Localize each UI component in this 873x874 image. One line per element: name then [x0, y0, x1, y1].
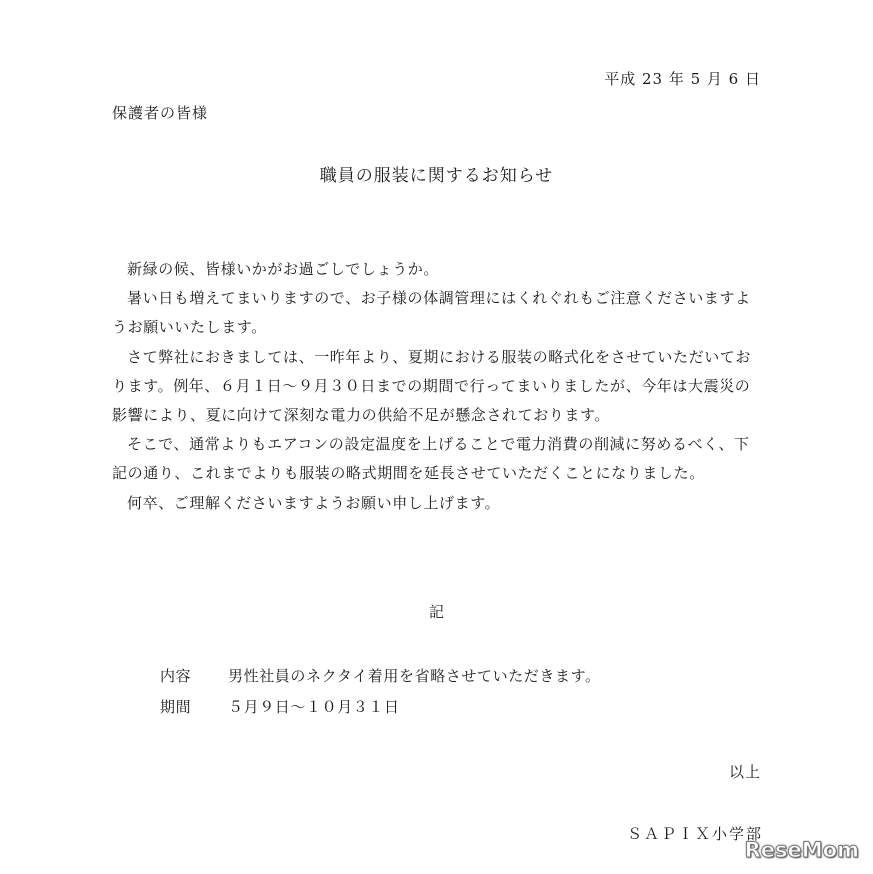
document-title: 職員の服装に関するお知らせ: [319, 166, 554, 186]
closing-mark: 以上: [728, 763, 761, 781]
body-paragraph: さて弊社におきましては、一昨年より、夏期における服装の略式化をさせていただいております。例年、６月１日～９月３０日までの期間で行ってまいりましたが、今年は大震災の影響により、夏に向けて深刻な電力の供給不足が懸念されております。: [112, 347, 752, 425]
body-paragraph: 暑い日も増えてまいりますので、お子様の体調管理にはくれぐれもご注意くださいますようお願いいたします。: [112, 289, 751, 337]
ki-heading: 記: [428, 603, 444, 621]
body-text: [112, 255, 764, 518]
body-paragraph: 何卒、ご理解くださいますようお願い申し上げます。: [127, 493, 501, 512]
signature: ＳＡＰＩＸ小学部: [626, 825, 763, 843]
detail-row-content: [160, 665, 601, 686]
watermark-logo: ReseMom: [744, 838, 859, 862]
document-date: 平成 23 年 5 月 6 日: [604, 70, 761, 88]
recipient-line: 保護者の皆様: [112, 104, 209, 122]
detail-label: 内容: [160, 667, 192, 685]
detail-value: 男性社員のネクタイ着用を省略させていただきます。: [228, 667, 601, 685]
detail-value: ５月９日～１０月３１日: [228, 698, 400, 716]
body-paragraph: そこで、通常よりもエアコンの設定温度を上げることで電力消費の削減に努めるべく、下記の通り、これまでよりも服装の略式期間を延長させていただくことになりました。: [112, 435, 750, 483]
body-paragraph: 新緑の候、皆様いかがお過ごしでしょうか。: [127, 260, 440, 278]
detail-label: 期間: [160, 698, 192, 716]
detail-row-period: [160, 696, 400, 717]
